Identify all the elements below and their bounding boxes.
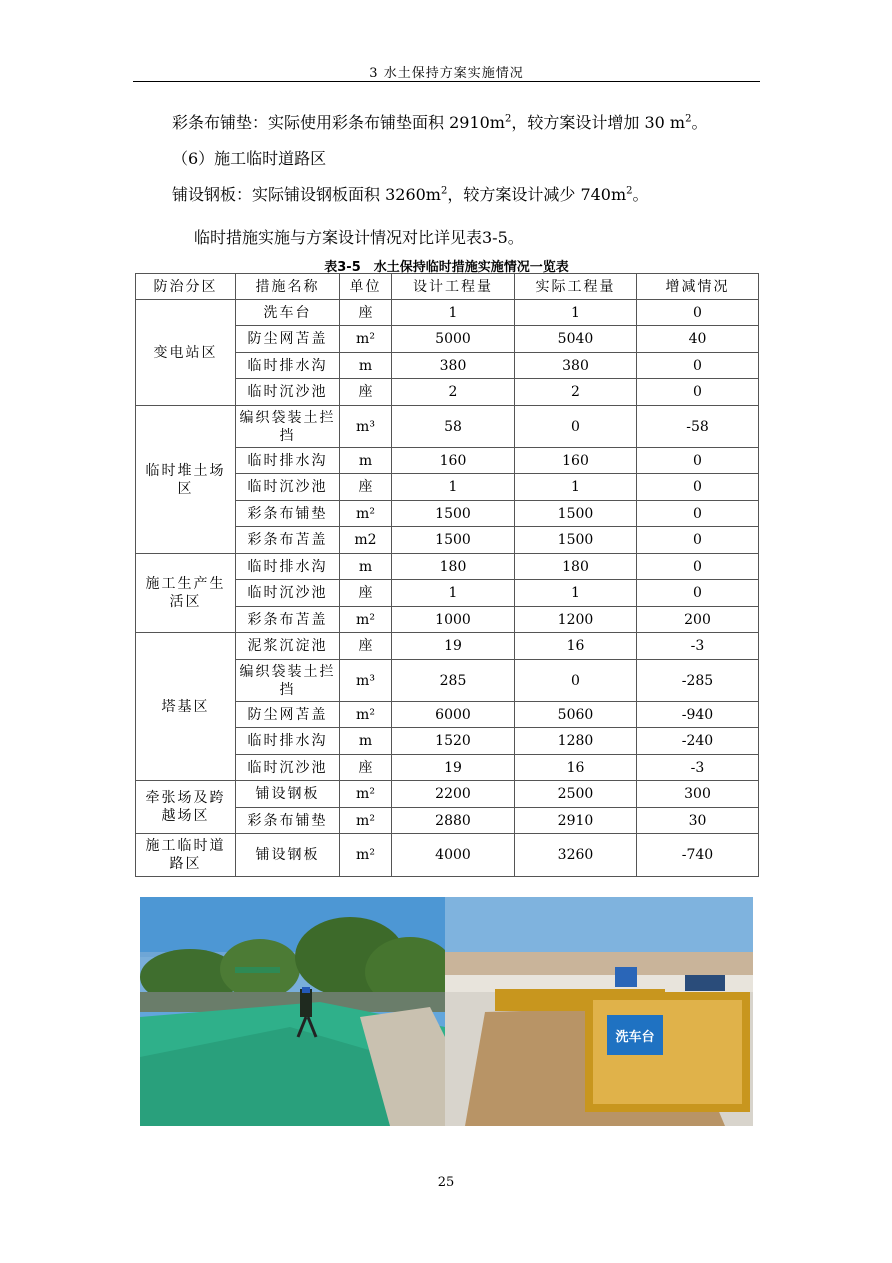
design-value-cell: 380	[392, 353, 515, 379]
design-value-cell: 180	[392, 554, 515, 580]
unit-cell: m2	[340, 527, 392, 554]
table-row	[136, 300, 759, 326]
zone-cell: 塔基区	[136, 633, 236, 781]
table-header-cell: 措施名称	[236, 274, 340, 300]
table-row	[136, 781, 759, 808]
design-value-cell: 58	[392, 406, 515, 448]
unit-cell: m	[340, 353, 392, 379]
running-header: 3 水土保持方案实施情况	[369, 66, 524, 81]
measure-name-cell: 编织袋装土拦挡	[236, 406, 340, 448]
actual-value-cell: 5040	[515, 326, 637, 353]
superscript: 2	[626, 185, 633, 197]
zone-cell: 牵张场及跨越场区	[136, 781, 236, 834]
design-value-cell: 1	[392, 580, 515, 607]
unit-cell: 座	[340, 300, 392, 326]
measure-name-cell: 彩条布苫盖	[236, 607, 340, 633]
unit-cell: m²	[340, 781, 392, 808]
change-value-cell: 40	[637, 326, 759, 353]
actual-value-cell: 0	[515, 406, 637, 448]
design-value-cell: 19	[392, 633, 515, 660]
measure-name-cell: 编织袋装土拦挡	[236, 660, 340, 702]
table-header-cell: 实际工程量	[515, 274, 637, 300]
measure-name-cell: 彩条布苫盖	[236, 527, 340, 554]
unit-cell: m²	[340, 607, 392, 633]
design-value-cell: 1500	[392, 527, 515, 554]
measure-name-cell: 铺设钢板	[236, 834, 340, 877]
actual-value-cell: 0	[515, 660, 637, 702]
table-row	[136, 406, 759, 448]
design-value-cell: 1500	[392, 501, 515, 527]
paragraph-1-part-1: 彩条布铺垫：实际使用彩条布铺垫面积 2910m	[172, 113, 505, 132]
table-header-cell: 设计工程量	[392, 274, 515, 300]
unit-cell: m²	[340, 326, 392, 353]
unit-cell: m²	[340, 501, 392, 527]
actual-value-cell: 160	[515, 448, 637, 474]
superscript: 2	[685, 113, 692, 125]
actual-value-cell: 2910	[515, 808, 637, 834]
unit-cell: m	[340, 448, 392, 474]
unit-cell: m	[340, 554, 392, 580]
measure-name-cell: 临时沉沙池	[236, 580, 340, 607]
paragraph-4: 临时措施实施与方案设计情况对比详见表3-5。	[194, 228, 524, 247]
zone-cell: 施工临时道路区	[136, 834, 236, 877]
measure-name-cell: 铺设钢板	[236, 781, 340, 808]
design-value-cell: 5000	[392, 326, 515, 353]
table-header-cell: 增减情况	[637, 274, 759, 300]
photo-wash-station-image	[445, 897, 753, 1126]
table-header-cell: 单位	[340, 274, 392, 300]
change-value-cell: 30	[637, 808, 759, 834]
change-value-cell: 0	[637, 353, 759, 379]
measure-name-cell: 临时排水沟	[236, 728, 340, 755]
design-value-cell: 160	[392, 448, 515, 474]
zone-cell: 变电站区	[136, 300, 236, 406]
paragraph-3-part-1: 铺设钢板：实际铺设钢板面积 3260m	[172, 185, 441, 204]
actual-value-cell: 16	[515, 755, 637, 781]
design-value-cell: 2880	[392, 808, 515, 834]
header-rule	[133, 81, 760, 82]
actual-value-cell: 1200	[515, 607, 637, 633]
design-value-cell: 6000	[392, 702, 515, 728]
change-value-cell: 0	[637, 379, 759, 406]
actual-value-cell: 3260	[515, 834, 637, 877]
measure-name-cell: 洗车台	[236, 300, 340, 326]
change-value-cell: 0	[637, 580, 759, 607]
change-value-cell: -58	[637, 406, 759, 448]
change-value-cell: 0	[637, 501, 759, 527]
actual-value-cell: 2	[515, 379, 637, 406]
table-row	[136, 834, 759, 877]
measure-name-cell: 临时排水沟	[236, 353, 340, 379]
actual-value-cell: 5060	[515, 702, 637, 728]
wash-station-sign-text: 洗车台	[615, 1030, 655, 1045]
change-value-cell: 200	[637, 607, 759, 633]
zone-cell: 临时堆土场区	[136, 406, 236, 554]
actual-value-cell: 1	[515, 580, 637, 607]
measure-name-cell: 泥浆沉淀池	[236, 633, 340, 660]
actual-value-cell: 2500	[515, 781, 637, 808]
change-value-cell: -240	[637, 728, 759, 755]
measure-name-cell: 临时沉沙池	[236, 379, 340, 406]
paragraph-1	[172, 110, 707, 133]
paragraph-2: （6）施工临时道路区	[172, 149, 327, 168]
change-value-cell: 0	[637, 300, 759, 326]
unit-cell: 座	[340, 755, 392, 781]
unit-cell: m²	[340, 808, 392, 834]
table-header-cell: 防治分区	[136, 274, 236, 300]
table-row	[136, 633, 759, 660]
actual-value-cell: 16	[515, 633, 637, 660]
change-value-cell: 0	[637, 448, 759, 474]
paragraph-3	[172, 182, 649, 205]
design-value-cell: 1520	[392, 728, 515, 755]
table-header-row	[136, 274, 759, 300]
table-caption: 表3-5 水土保持临时措施实施情况一览表	[324, 260, 569, 275]
change-value-cell: -740	[637, 834, 759, 877]
measure-name-cell: 临时排水沟	[236, 448, 340, 474]
actual-value-cell: 1280	[515, 728, 637, 755]
actual-value-cell: 180	[515, 554, 637, 580]
design-value-cell: 1	[392, 474, 515, 501]
table-row	[136, 554, 759, 580]
paragraph-3-part-2: ，较方案设计减少 740m	[447, 185, 627, 204]
design-value-cell: 1	[392, 300, 515, 326]
paragraph-1-part-2: ，较方案设计增加 30 m	[511, 113, 686, 132]
design-value-cell: 1000	[392, 607, 515, 633]
superscript: 2	[440, 185, 448, 197]
change-value-cell: 0	[637, 554, 759, 580]
design-value-cell: 4000	[392, 834, 515, 877]
unit-cell: m³	[340, 406, 392, 448]
unit-cell: m³	[340, 660, 392, 702]
measure-name-cell: 临时沉沙池	[236, 755, 340, 781]
design-value-cell: 285	[392, 660, 515, 702]
unit-cell: 座	[340, 474, 392, 501]
measure-name-cell: 彩条布铺垫	[236, 808, 340, 834]
measures-table	[135, 273, 759, 877]
design-value-cell: 2	[392, 379, 515, 406]
change-value-cell: -3	[637, 633, 759, 660]
design-value-cell: 19	[392, 755, 515, 781]
paragraph-3-part-3: 。	[632, 185, 649, 204]
actual-value-cell: 1500	[515, 501, 637, 527]
unit-cell: m	[340, 728, 392, 755]
unit-cell: 座	[340, 633, 392, 660]
actual-value-cell: 1500	[515, 527, 637, 554]
change-value-cell: 0	[637, 474, 759, 501]
measure-name-cell: 防尘网苫盖	[236, 326, 340, 353]
change-value-cell: 0	[637, 527, 759, 554]
page-number: 25	[437, 1175, 455, 1190]
unit-cell: m²	[340, 834, 392, 877]
change-value-cell: 300	[637, 781, 759, 808]
actual-value-cell: 1	[515, 300, 637, 326]
change-value-cell: -940	[637, 702, 759, 728]
unit-cell: 座	[340, 580, 392, 607]
zone-cell: 施工生产生活区	[136, 554, 236, 633]
superscript: 2	[504, 113, 512, 125]
photo-green-net	[140, 897, 445, 1126]
paragraph-1-part-3: 。	[691, 113, 708, 132]
change-value-cell: -285	[637, 660, 759, 702]
change-value-cell: -3	[637, 755, 759, 781]
measure-name-cell: 彩条布铺垫	[236, 501, 340, 527]
unit-cell: m²	[340, 702, 392, 728]
actual-value-cell: 1	[515, 474, 637, 501]
measure-name-cell: 防尘网苫盖	[236, 702, 340, 728]
site-photos	[140, 897, 753, 1126]
measure-name-cell: 临时沉沙池	[236, 474, 340, 501]
photo-wash-station	[445, 897, 753, 1126]
photo-green-net-image	[140, 897, 445, 1126]
actual-value-cell: 380	[515, 353, 637, 379]
unit-cell: 座	[340, 379, 392, 406]
measure-name-cell: 临时排水沟	[236, 554, 340, 580]
design-value-cell: 2200	[392, 781, 515, 808]
